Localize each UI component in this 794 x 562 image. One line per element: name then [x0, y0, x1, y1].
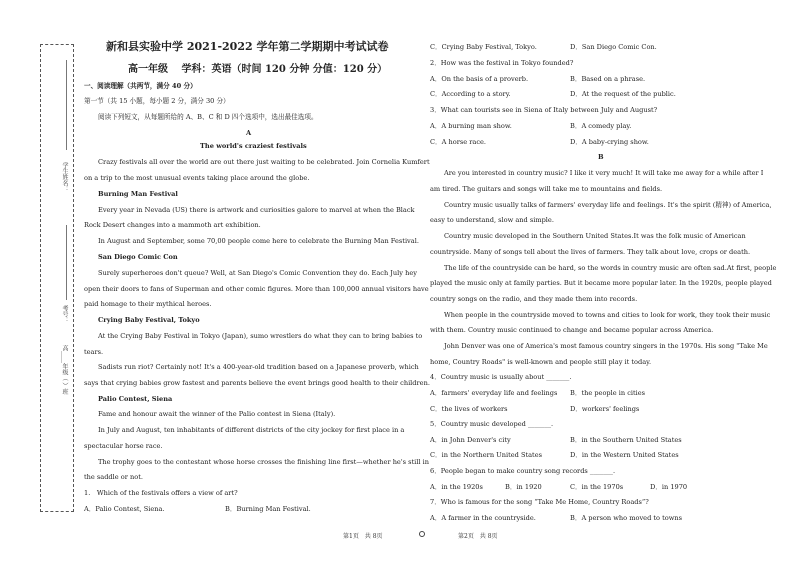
passage-line: Country music developed in the Southern United States.It was the folk music of American [444, 232, 746, 240]
answer-option: C．According to a story. [430, 90, 511, 98]
answer-option: C．A horse race. [430, 138, 487, 146]
passage-line: Sadists run riot? Certainly not! It's a 400-year-old tradition based on a Japanese proverb, which [98, 363, 419, 371]
passage-line: The life of the countryside can be hard, so the words in country music are often sad.At first, people [444, 264, 777, 272]
answer-option: A．Palio Contest, Siena. [84, 505, 165, 513]
answer-option: B．the people in cities [570, 389, 646, 397]
festival-heading: San Diego Comic Con [98, 253, 178, 261]
answer-option: C．in the 1970s [570, 483, 624, 491]
answer-option: D．in 1970 [650, 483, 688, 491]
question: 5．Country music developed _______. [430, 420, 554, 428]
passage-line: John Denver was one of America's most famous country singers in the 1970s. His song "Take Me [444, 342, 768, 350]
passage-line: country songs on the radio, and they made them into records. [430, 295, 638, 303]
passage-line: am tired. The guitars and songs will take me to mountains and fields. [430, 185, 663, 193]
binding-margin [40, 44, 74, 512]
passage-line: on a trip to the most unusual events taking place around the globe. [84, 174, 310, 182]
passage-line: Crazy festivals all over the world are out there just waiting to be celebrated. Join Cornelia Kumfert [98, 158, 430, 166]
page-number-left: 第1页 共 8页 [343, 533, 383, 540]
instructions: 阅读下列短文，从每题所给的 A、B、C 和 D 四个选项中，选出最佳选项。 [98, 113, 318, 121]
passage-a-label: A [246, 129, 252, 137]
page-number-right: 第2页 共 8页 [458, 533, 498, 540]
passage-line: At the Crying Baby Festival in Tokyo (Japan), sumo wrestlers do what they can to bring babies to [98, 332, 423, 340]
question: 7．Who is famous for the song “Take Me Home, Country Roads”? [430, 498, 649, 506]
section-subheading: 第一节（共 15 小题，每小题 2 分，满分 30 分） [84, 97, 230, 105]
festival-heading: Palio Contest, Siena [98, 395, 173, 403]
exam-subtitle: 高一年级 学科：英语（时间 120 分钟 分值：120 分） [128, 64, 388, 75]
question: 2．How was the festival in Tokyo founded? [430, 59, 574, 67]
passage-line: Every year in Nevada (US) there is artwork and curiosities galore to marvel at when the Black [98, 206, 415, 214]
passage-line: spectacular horse race. [84, 442, 163, 450]
question: 6．People began to make country song records _______. [430, 467, 616, 475]
answer-option: D．in the Western United States [570, 451, 679, 459]
passage-line: open their doors to fans of Superman and other comic figures. More than 100,000 annual visitors have [84, 285, 429, 293]
passage-line: In July and August, ten inhabitants of different districts of the city jockey for first place in a [98, 426, 405, 434]
exam-title: 新和县实验中学 2021-2022 学年第二学期期中考试试卷 [106, 40, 389, 53]
passage-line: paid homage to their mythical heroes. [84, 300, 212, 308]
passage-line: with them. Country music continued to change and became popular across America. [430, 326, 714, 334]
answer-option: D．A baby-crying show. [570, 138, 649, 146]
passage-line: When people in the countryside moved to towns and cities to look for work, they took their music [444, 311, 771, 319]
festival-heading: Crying Baby Festival, Tokyo [98, 316, 200, 324]
passage-line: The trophy goes to the contestant whose horse crosses the finishing line first—whether he's still in [98, 458, 429, 466]
passage-line: the saddle or not. [84, 473, 143, 481]
answer-option: D．workers' feelings [570, 405, 640, 413]
answer-option: B．Based on a phrase. [570, 75, 646, 83]
answer-option: A．in John Denver's city [430, 436, 511, 444]
passage-line: home, Country Roads" is well-known and people still play it today. [430, 358, 652, 366]
passage-b-label: B [598, 153, 604, 161]
passage-line: played the music only at family parties. But it became more popular later. In the 1920s, people played [430, 279, 772, 287]
answer-option: B．in the Southern United States [570, 436, 682, 444]
passage-line: In August and September, some 70,00 people come here to celebrate the Burning Man Festival. [98, 237, 419, 245]
question: 4．Country music is usually about _______. [430, 373, 572, 381]
answer-option: B．A person who moved to towns [570, 514, 683, 522]
name-blank-line [66, 60, 67, 150]
answer-option: C．Crying Baby Festival, Tokyo. [430, 43, 537, 51]
passage-line: countryside. Many of songs tell about the lives of farmers. They talk about love, crops or death. [430, 248, 751, 256]
answer-option: A．in the 1920s [430, 483, 483, 491]
answer-option: A．farmers' everyday life and feelings [430, 389, 558, 397]
exam-no-label: 考号： [61, 305, 68, 323]
section-heading: 一、阅读理解（共两节，满分 40 分） [84, 82, 197, 90]
passage-a-title: The world's craziest festivals [200, 142, 307, 150]
passage-line: Surely superheroes don't queue? Well, at San Diego's Comic Convention they do. Each July hey [98, 269, 417, 277]
answer-option: B．A comedy play. [570, 122, 632, 130]
exam-no-blank-line [66, 225, 67, 300]
passage-line: Fame and honour await the winner of the Palio contest in Siena (Italy). [98, 410, 336, 418]
passage-line: says that crying babies grow fastest and parents believe the event brings good health to their children. [84, 379, 430, 387]
answer-option: C．the lives of workers [430, 405, 508, 413]
passage-line: Country music usually talks of farmers' everyday life and feelings. It's the spirit (精神) of America, [444, 201, 772, 209]
festival-heading: Burning Man Festival [98, 190, 178, 198]
answer-option: C．in the Northern United States [430, 451, 542, 459]
center-dot [419, 531, 425, 537]
name-label: 学生姓名： [61, 162, 68, 192]
answer-option: D．At the request of the public. [570, 90, 676, 98]
passage-line: Rock Desert changes into a mammoth art exhibition. [84, 221, 261, 229]
class-label: 高____年级（ ）班 [61, 345, 68, 395]
answer-option: B．in 1920 [505, 483, 542, 491]
passage-line: Are you interested in country music? I like it very much! It will take me away for a while after I [444, 169, 764, 177]
answer-option: B．Burning Man Festival. [225, 505, 311, 513]
question: 1. Which of the festivals offers a view of art? [84, 489, 238, 497]
answer-option: A．A burning man show. [430, 122, 512, 130]
passage-line: tears. [84, 348, 104, 356]
answer-option: A．A farmer in the countryside. [430, 514, 536, 522]
answer-option: A．On the basis of a proverb. [430, 75, 529, 83]
passage-line: easy to understand, slow and simple. [430, 216, 554, 224]
answer-option: D．San Diego Comic Con. [570, 43, 657, 51]
question: 3．What can tourists see in Siena of Italy between July and August? [430, 106, 658, 114]
